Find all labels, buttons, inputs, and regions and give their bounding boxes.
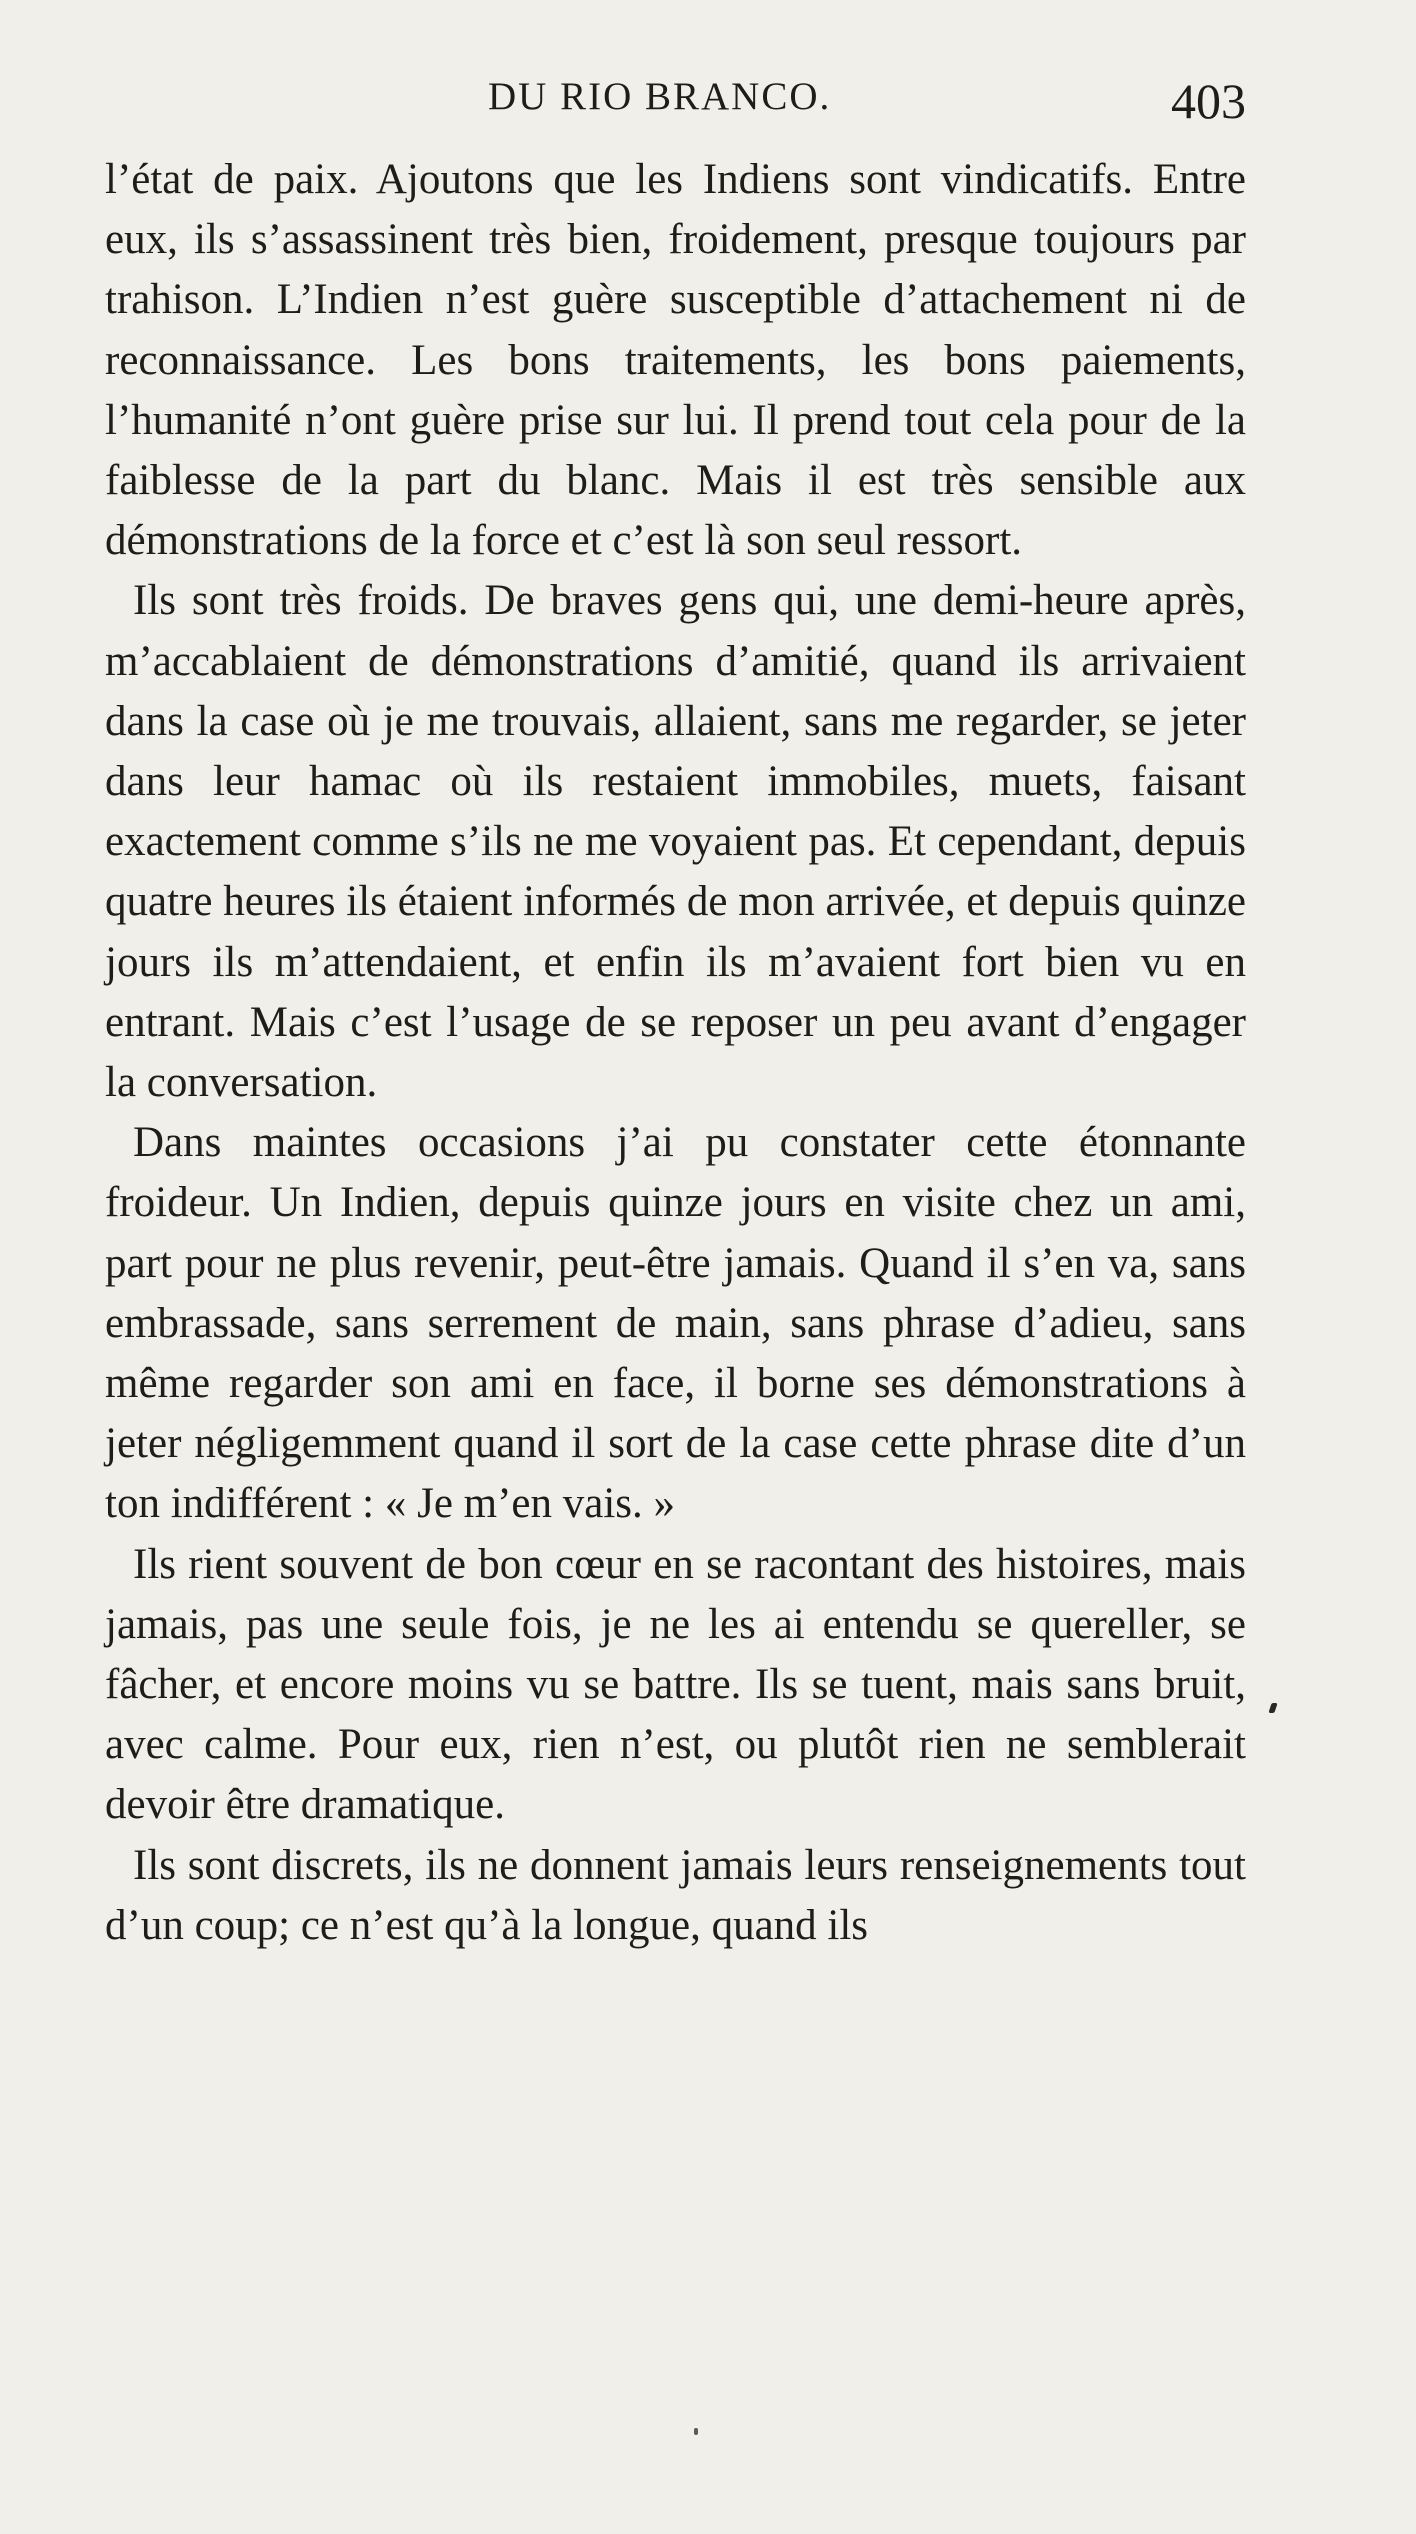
running-head: DU RIO BRANCO. [488,75,832,118]
page-number: 403 [1171,73,1246,129]
page-header [105,70,1246,140]
paragraph-5: Ils sont discrets, ils ne donnent jamais leurs renseignements tout d’un coup; ce n’est qu’à la longue, quand ils [105,1841,1246,1949]
body-text [105,150,1246,1956]
paragraph-1: l’état de paix. Ajoutons que les Indiens sont vindicatifs. Entre eux, ils s’assassinent très bien, froidement, presque toujours par trahison. L’Indien n’est guère susceptible d’attachement ni de reconnaissance. Les bons traitements, les bons paiements, l’humanité n’ont guère prise sur lui. Il prend tout cela pour de la faiblesse de la part du blanc. Mais il est très sensible aux démonstrations de la force et c’est là son seul ressort. [105,156,1246,565]
bottom-ink-dot [694,2428,698,2435]
paragraph-4: Ils rient souvent de bon cœur en se racontant des histoires, mais jamais, pas une seule fois, je ne les ai entendu se quereller, se fâcher, et encore moins vu se battre. Ils se tuent, mais sans bruit, avec calme. Pour eux, rien n’est, ou plutôt rien ne semblerait devoir être dramatique. [105,1540,1246,1829]
paragraph-2: Ils sont très froids. De braves gens qui, une demi-heure après, m’accablaient de démonstrations d’amitié, quand ils arrivaient dans la case où je me trouvais, allaient, sans me regarder, se jeter dans leur hamac où ils restaient immobiles, muets, faisant exactement comme s’ils ne me voyaient pas. Et cependant, depuis quatre heures ils étaient informés de mon arrivée, et depuis quinze jours ils m’attendaient, et enfin ils m’avaient fort bien vu en entrant. Mais c’est l’usage de se reposer un peu avant d’engager la conversation. [105,577,1246,1107]
paragraph-3: Dans maintes occasions j’ai pu constater cette étonnante froideur. Un Indien, depuis quinze jours en visite chez un ami, part pour ne plus revenir, peut-être jamais. Quand il s’en va, sans embrassade, sans serrement de main, sans phrase d’adieu, sans même regarder son ami en face, il borne ses démonstrations à jeter négligemment quand il sort de la case cette phrase dite d’un ton indifférent : « Je m’en vais. » [105,1119,1246,1528]
